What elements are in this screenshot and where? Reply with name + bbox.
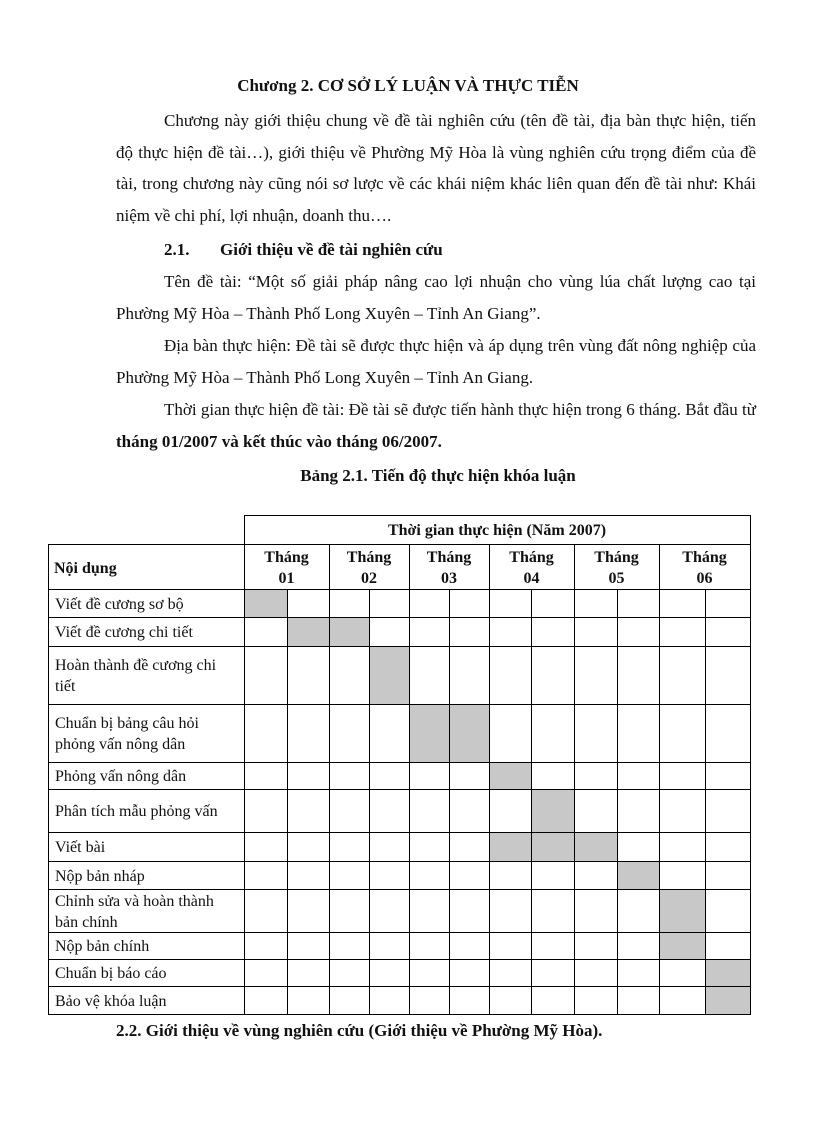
task-label: Nộp bản nháp — [55, 867, 145, 885]
half-month-rule — [449, 589, 450, 1015]
gantt-filled-cell — [329, 617, 369, 646]
half-month-rule — [617, 589, 618, 1015]
task-label: Viết bài — [55, 839, 106, 856]
topic-paragraph — [116, 266, 756, 329]
gantt-filled-cell — [531, 832, 574, 861]
task-label: Phân tích mẫu phỏng vấn — [55, 803, 218, 820]
chapter-title: Chương 2. CƠ SỞ LÝ LUẬN VÀ THỰC TIỄN — [237, 76, 579, 95]
gantt-filled-cell — [449, 704, 489, 762]
time-header-group: Thời gian thực hiện (Năm 2007) — [387, 522, 607, 539]
month-header-label: Tháng — [509, 549, 554, 566]
gantt-filled-cell — [659, 889, 705, 932]
month-divider-rule — [489, 544, 490, 1015]
time-paragraph — [116, 394, 756, 457]
task-label: Bảo vệ khóa luận — [55, 992, 167, 1010]
task-label: Chuẩn bị báo cáo — [55, 965, 167, 982]
gantt-filled-cell — [409, 704, 449, 762]
location-text: Địa bàn thực hiện: Đề tài sẽ được thực hiện và áp dụng trên vùng đất nông nghiệp của Phường Mỹ Hòa – Thành Phố Long Xuyên – Tỉnh An Giang. — [116, 336, 756, 387]
month-header-label: Tháng — [346, 549, 392, 566]
month-header-number: 06 — [696, 570, 713, 587]
table-right-rule — [750, 515, 751, 1015]
half-month-rule — [369, 589, 370, 1015]
month-header-number: 03 — [441, 570, 457, 587]
month-header-number: 04 — [523, 570, 540, 587]
table-top-rule — [244, 515, 751, 516]
table-header-bottom-rule — [48, 589, 751, 590]
time-text: Thời gian thực hiện đề tài: Đề tài sẽ được tiến hành thực hiện trong 6 tháng. Bắt đầu từ — [164, 400, 756, 419]
month-header-label: Tháng — [264, 549, 309, 566]
row-rule — [48, 762, 751, 763]
month-divider-rule — [409, 544, 410, 1015]
row-rule — [48, 704, 751, 705]
gantt-filled-cell — [617, 861, 659, 889]
task-label: Viết đề cương sơ bộ — [55, 595, 184, 613]
row-rule — [48, 832, 751, 833]
month-header-label: Tháng — [594, 549, 639, 566]
task-label: Hoàn thành đề cương chi tiết — [55, 657, 217, 695]
task-label: Chuẩn bị bảng câu hỏi phỏng vấn nông dân — [55, 715, 199, 753]
time-bold-text: tháng 01/2007 và kết thúc vào tháng 06/2007. — [116, 431, 442, 451]
task-label: Viết đề cương chi tiết — [55, 624, 193, 641]
section-22-heading: 2.2. Giới thiệu về vùng nghiên cứu (Giới thiệu về Phường Mỹ Hòa). — [116, 1021, 603, 1040]
half-month-rule — [287, 589, 288, 1015]
intro-paragraph — [116, 105, 756, 231]
gantt-filled-cell — [705, 986, 750, 1014]
location-paragraph — [116, 330, 756, 393]
month-divider-rule — [329, 544, 330, 1015]
month-header-label: Tháng — [682, 549, 727, 566]
row-rule — [48, 959, 751, 960]
row-rule — [48, 986, 751, 987]
section-21-title: Giới thiệu về đề tài nghiên cứu — [220, 240, 443, 259]
month-divider-rule — [659, 544, 660, 1015]
gantt-filled-cell — [287, 617, 329, 646]
row-rule — [48, 617, 751, 618]
topic-text: Tên đề tài: “Một số giải pháp nâng cao lợi nhuận cho vùng lúa chất lượng cao tại Phường Mỹ Hòa – Thành Phố Long Xuyên – Tỉnh An Giang”. — [116, 272, 756, 323]
month-header-number: 05 — [608, 570, 625, 587]
month-header-number: 01 — [278, 570, 295, 587]
gantt-filled-cell — [489, 762, 531, 789]
gantt-filled-cell — [531, 789, 574, 832]
month-header-number: 02 — [361, 570, 377, 587]
row-rule — [48, 861, 751, 862]
task-label: Nộp bản chính — [55, 938, 150, 955]
gantt-filled-cell — [574, 832, 617, 861]
content-column-header: Nội dụng — [54, 560, 117, 577]
row-rule — [48, 1014, 751, 1015]
half-month-rule — [531, 589, 532, 1015]
table-caption: Bảng 2.1. Tiến độ thực hiện khóa luận — [300, 466, 576, 485]
row-rule — [48, 646, 751, 647]
task-label: Chỉnh sửa và hoàn thành bản chính — [55, 892, 214, 931]
gantt-filled-cell — [244, 589, 287, 617]
intro-text: Chương này giới thiệu chung về đề tài nghiên cứu (tên đề tài, địa bàn thực hiện, tiến độ thực hiện đề tài…), giới thiệu về Phường Mỹ Hòa là vùng nghiên cứu trọng điểm của đề tài, trong chương này cũng nói sơ lược về các khái niệm khác liên quan đến đề tài như: Khái niệm về chi phí, lợi nhuận, doanh thu…. — [116, 111, 756, 225]
gantt-filled-cell — [659, 932, 705, 959]
half-month-rule — [705, 589, 706, 1015]
task-label: Phỏng vấn nông dân — [55, 768, 187, 785]
table-header-rule — [48, 544, 751, 545]
gantt-filled-cell — [369, 646, 409, 704]
label-column-rule — [244, 515, 245, 1015]
gantt-filled-cell — [489, 832, 531, 861]
gantt-filled-cell — [705, 959, 750, 986]
row-rule — [48, 789, 751, 790]
section-21-heading — [164, 240, 443, 260]
table-left-rule — [48, 544, 49, 1015]
section-21-number: 2.1. — [164, 240, 190, 259]
month-header-label: Tháng — [426, 549, 472, 566]
month-divider-rule — [574, 544, 575, 1015]
